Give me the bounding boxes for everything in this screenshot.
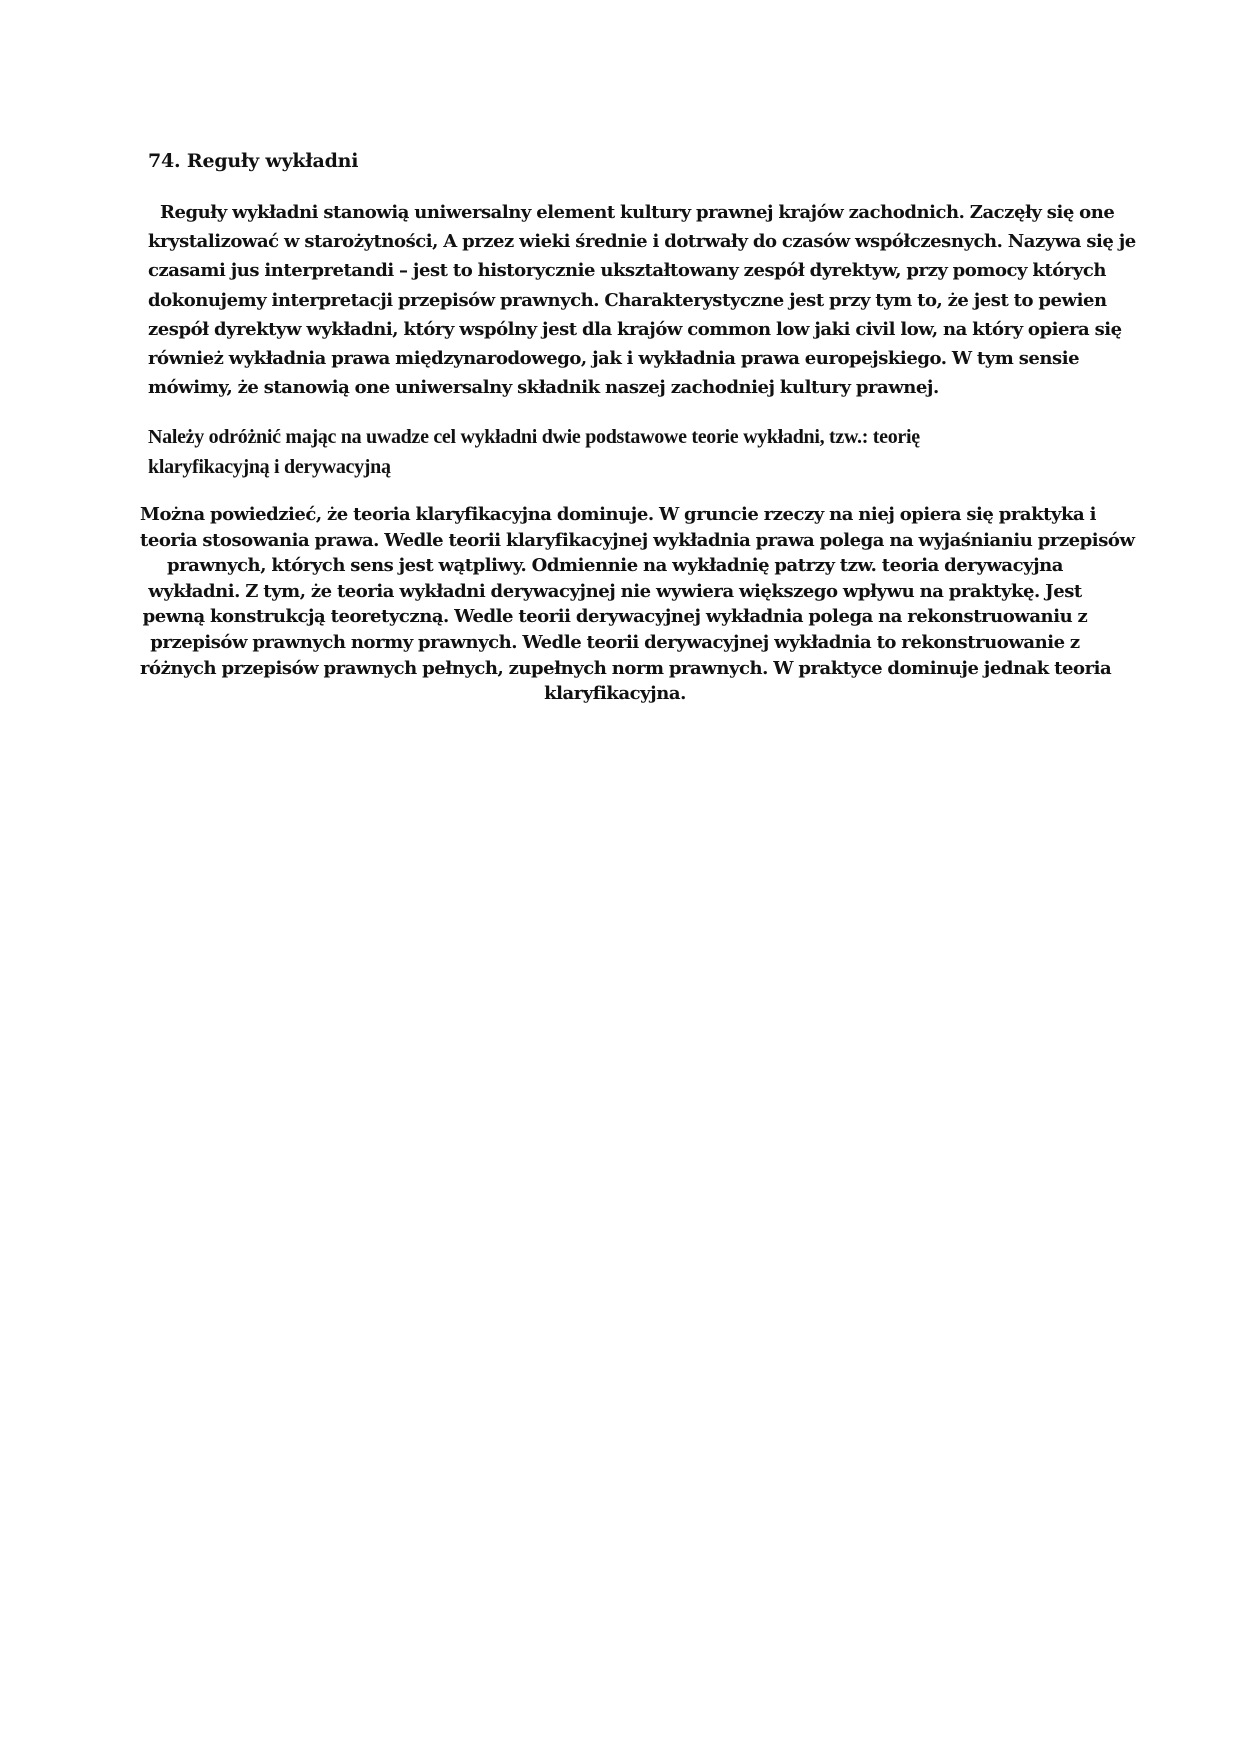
text-line: klaryfikacyjną i derywacyjną [148,455,391,478]
text-line: pewną konstrukcją teoretyczną. Wedle teorii derywacyjnej wykładnia polega na rekonstruowaniu z [142,606,1088,628]
paragraph-rules-intro [148,198,1136,402]
text-line: przepisów prawnych normy prawnych. Wedle teorii derywacyjnej wykładnia to rekonstruowanie z [150,631,1080,653]
text-line: mówimy, że stanowią one uniwersalny składnik naszej zachodniej kultury prawnej. [148,377,939,399]
section-heading: 74. Reguły wykładni [148,150,359,172]
paragraph-theory-comparison [140,502,1135,707]
text-line: Reguły wykładni stanowią uniwersalny element kultury prawnej krajów zachodnich. Zaczęły się one [160,202,1115,223]
text-line: Należy odróżnić mając na uwadze cel wykładni dwie podstawowe teorie wykładni, tzw.: teorię [148,426,920,448]
text-line: różnych przepisów prawnych pełnych, zupełnych norm prawnych. W praktyce dominuje jednak teoria [140,657,1112,679]
text-line: wykładni. Z tym, że teoria wykładni derywacyjnej nie wywiera większego wpływu na praktykę. Jest [148,580,1082,602]
paragraph-two-theories [148,423,1088,482]
text-line: zespół dyrektyw wykładni, który wspólny jest dla krajów common low jaki civil low, na który opiera się [148,318,1122,340]
text-line: klaryfikacyjna. [544,683,686,705]
text-line: prawnych, których sens jest wątpliwy. Odmiennie na wykładnię patrzy tzw. teoria derywacyjna [166,555,1064,577]
text-line: również wykładnia prawa międzynarodowego, jak i wykładnia prawa europejskiego. W tym sensie [148,348,1080,370]
text-line: dokonujemy interpretacji przepisów prawnych. Charakterystyczne jest przy tym to, że jest to pewien [148,289,1107,311]
text-line: teoria stosowania prawa. Wedle teorii klaryfikacyjnej wykładnia prawa polega na wyjaśnianiu przepisów [140,529,1135,551]
text-line: Można powiedzieć, że teoria klaryfikacyjna dominuje. W gruncie rzeczy na niej opiera się praktyka i [140,504,1096,525]
text-line: czasami jus interpretandi – jest to historycznie ukształtowany zespół dyrektyw, przy pomocy których [148,260,1106,282]
text-line: krystalizować w starożytności, A przez wieki średnie i dotrwały do czasów współczesnych. Nazywa się je [148,231,1136,253]
